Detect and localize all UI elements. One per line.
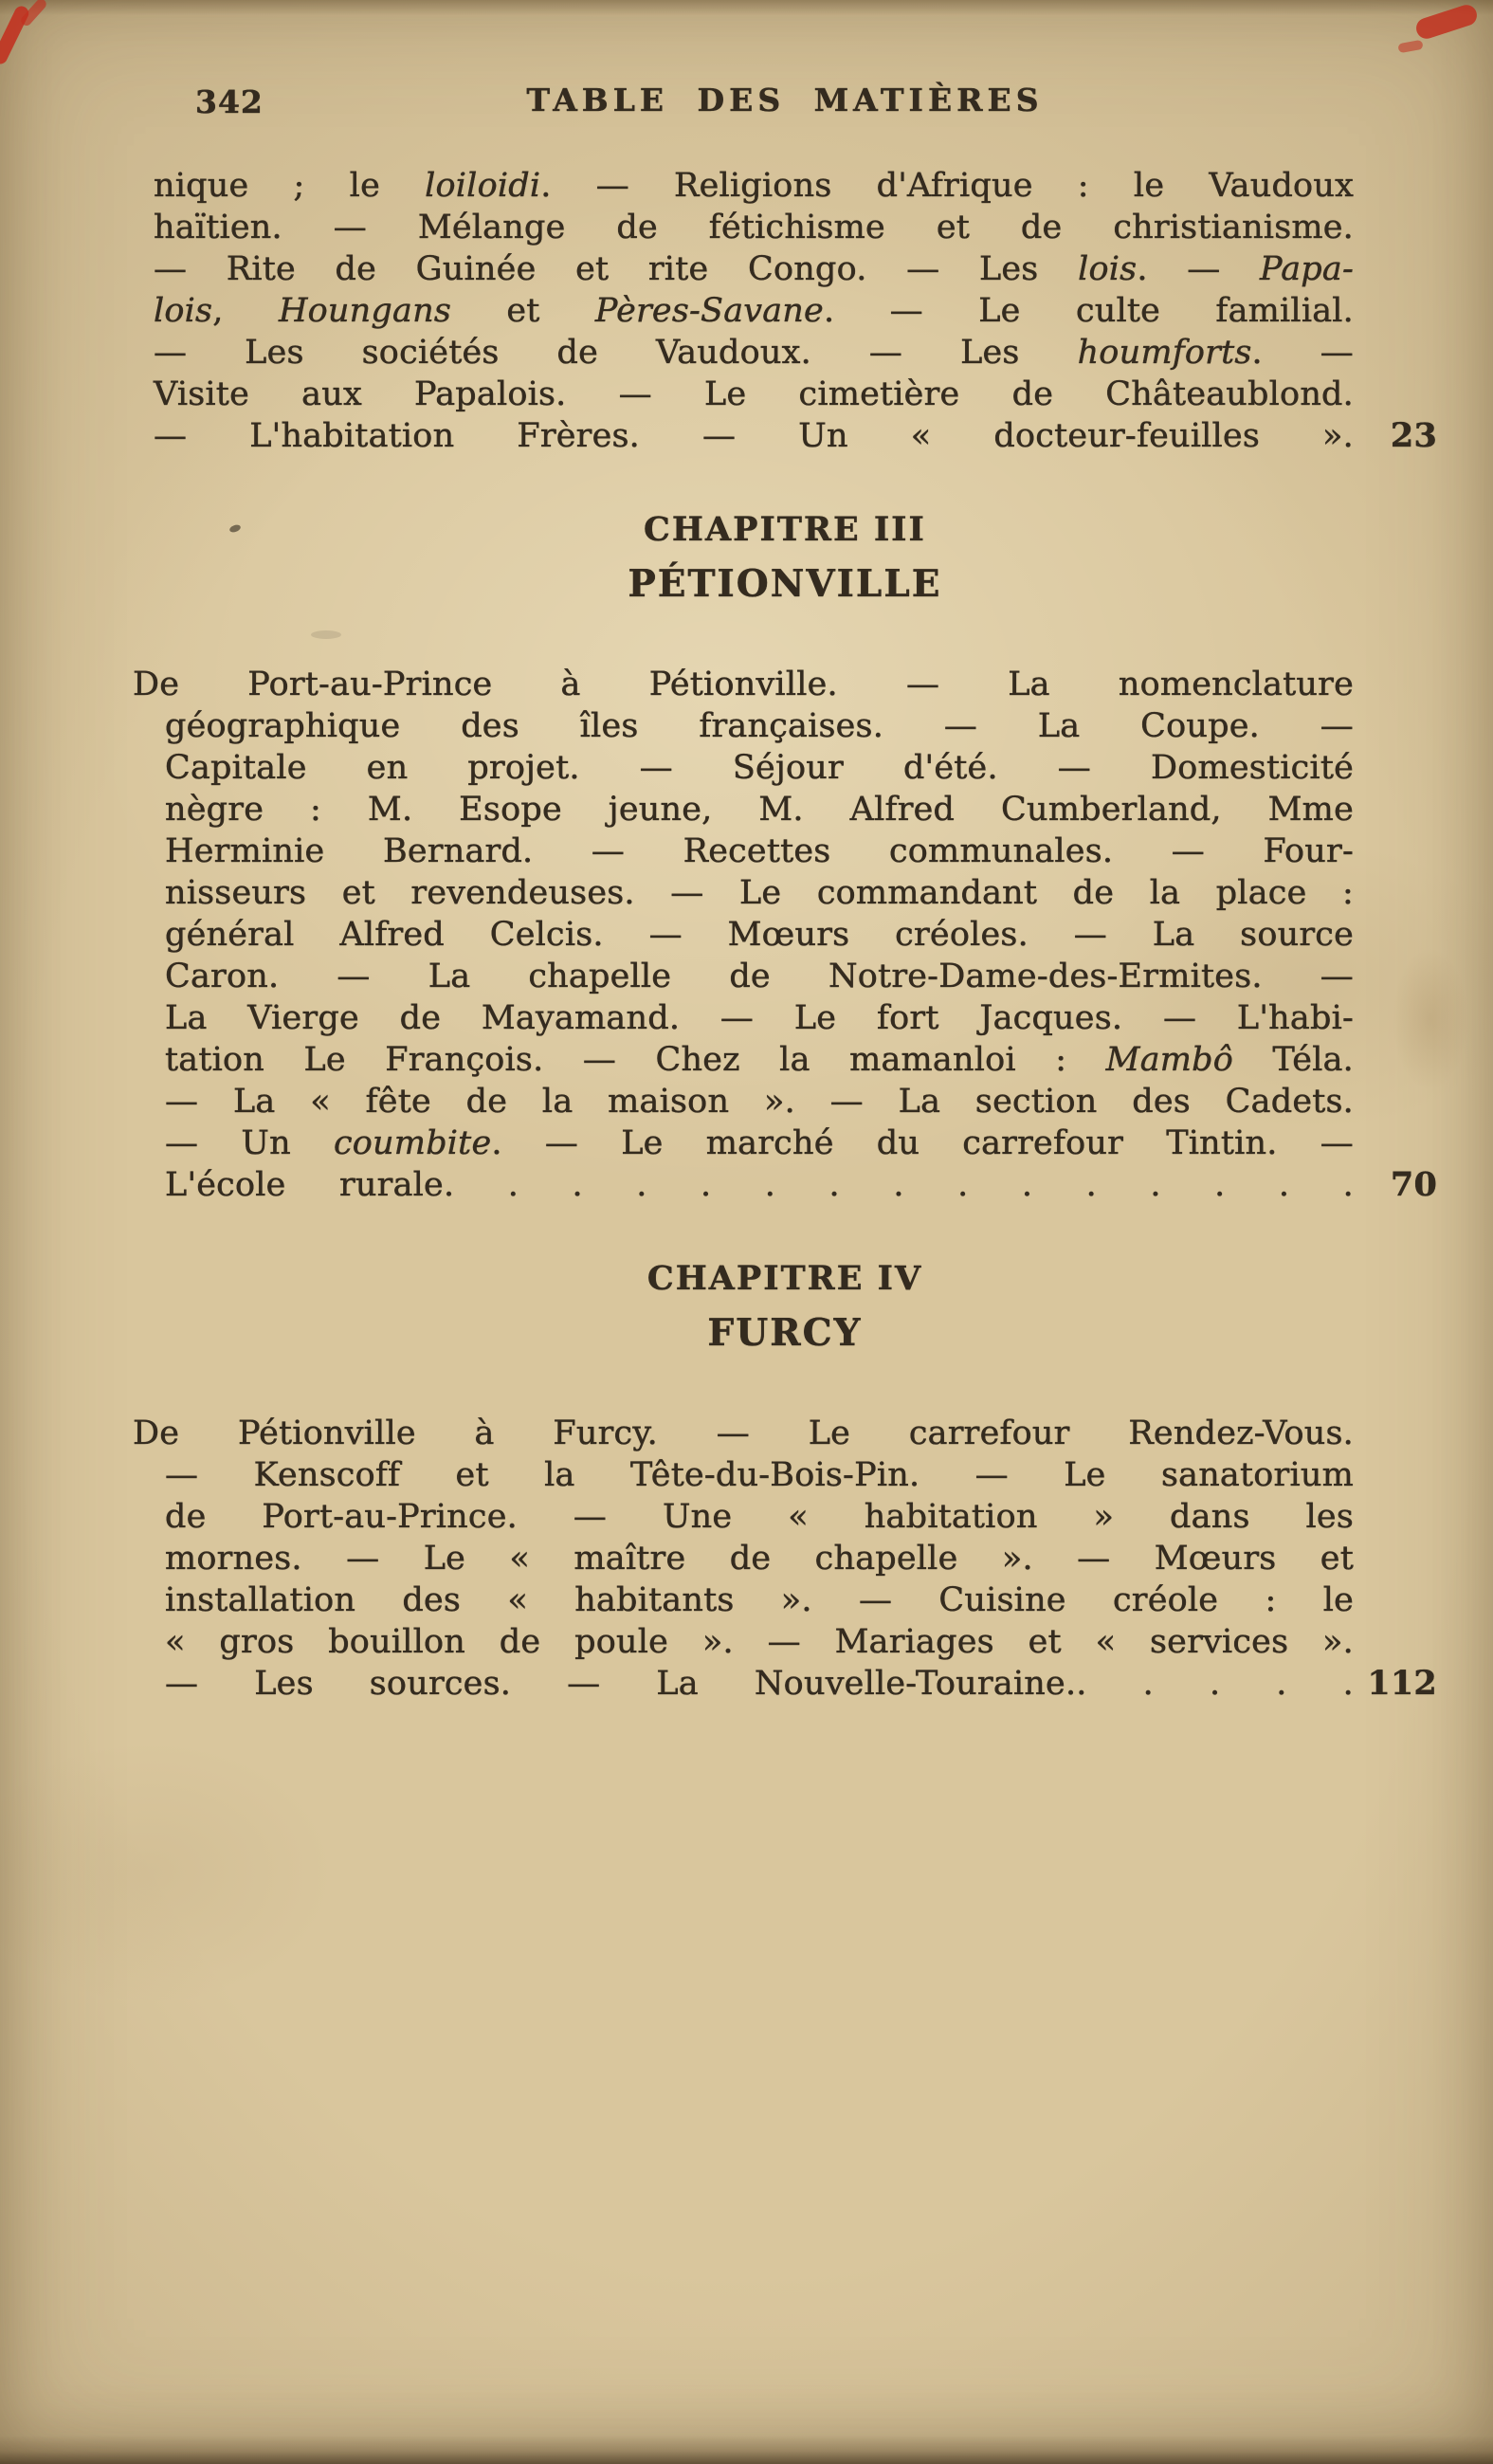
toc-line <box>165 1454 1354 1496</box>
text-run-italic: Papa- <box>1260 250 1354 288</box>
toc-line <box>165 1663 1354 1705</box>
toc-entry-petionville <box>133 664 1437 1206</box>
toc-line <box>165 747 1354 789</box>
page-content <box>133 82 1437 1705</box>
toc-line <box>154 165 1354 207</box>
running-head <box>133 82 1437 123</box>
toc-line <box>154 207 1354 248</box>
text-run: et <box>451 292 595 330</box>
text-run: La Vierge de Mayamand. — Le fort Jacques. — L'habi- <box>165 999 1354 1037</box>
page-title: TABLE DES MATIÈRES <box>526 82 1044 119</box>
chapter-heading-3 <box>133 510 1437 607</box>
text-run: . — <box>1251 334 1354 372</box>
toc-entry-lines <box>133 1413 1354 1705</box>
toc-line <box>154 332 1354 374</box>
text-run: Capitale en projet. — Séjour d'été. — Domesticité <box>165 749 1354 787</box>
toc-line <box>154 374 1354 415</box>
toc-line <box>165 705 1354 747</box>
toc-line <box>154 415 1354 457</box>
toc-entry-furcy <box>133 1413 1437 1705</box>
text-run: . — <box>1137 250 1261 288</box>
toc-entry-lines <box>133 664 1354 1206</box>
text-run: nisseurs et revendeuses. — Le commandant de la place : <box>165 874 1354 912</box>
text-run: Téla. <box>1233 1041 1354 1079</box>
text-run: — Les sociétés de Vaudoux. — Les <box>154 334 1078 372</box>
text-run: — Les sources. — La Nouvelle-Touraine.. . . . . <box>165 1665 1354 1703</box>
text-run: installation des « habitants ». — Cuisine créole : le <box>165 1581 1354 1619</box>
toc-entry-continuation <box>133 165 1437 457</box>
chapter-title: PÉTIONVILLE <box>628 562 942 606</box>
toc-line <box>165 1164 1354 1206</box>
text-run-italic: Mambô <box>1105 1041 1234 1079</box>
text-run: « gros bouillon de poule ». — Mariages et « services ». <box>165 1623 1354 1661</box>
red-ink-mark-top-left <box>0 4 31 66</box>
text-run: tation Le François. — Chez la mamanloi : <box>165 1041 1106 1079</box>
toc-line <box>165 830 1354 872</box>
chapter-title: FURCY <box>707 1311 863 1355</box>
chapter-heading-4 <box>133 1259 1437 1356</box>
toc-line <box>165 1122 1354 1164</box>
chapter-label: CHAPITRE IV <box>646 1259 923 1298</box>
text-run: De Pétionville à Furcy. — Le carrefour Rendez-Vous. <box>133 1415 1354 1452</box>
text-run: — L'habitation Frères. — Un « docteur-feuilles ». <box>154 417 1354 455</box>
toc-line <box>165 789 1354 830</box>
text-run: haïtien. — Mélange de fétichisme et de christianisme. <box>154 209 1354 246</box>
toc-line <box>165 997 1354 1039</box>
text-run-italic: houmforts <box>1077 334 1252 372</box>
toc-line <box>165 1579 1354 1621</box>
text-run: . — Religions d'Afrique : le Vaudoux <box>540 167 1355 205</box>
red-ink-mark-top-right-small <box>1397 40 1423 53</box>
toc-line <box>165 1496 1354 1538</box>
text-run-italic: lois <box>154 292 213 330</box>
text-run: nègre : M. Esope jeune, M. Alfred Cumberland, Mme <box>165 791 1354 829</box>
text-run: Herminie Bernard. — Recettes communales. — Four- <box>165 832 1354 870</box>
text-run-italic: lois <box>1078 250 1138 288</box>
text-run: mornes. — Le « maître de chapelle ». — Mœurs et <box>165 1540 1354 1578</box>
toc-line <box>165 956 1354 997</box>
toc-line <box>165 1081 1354 1122</box>
chapter-label: CHAPITRE III <box>644 510 926 549</box>
text-run: Visite aux Papalois. — Le cimetière de Châteaublond. <box>154 375 1354 413</box>
text-run: Caron. — La chapelle de Notre-Dame-des-Ermites. — <box>165 958 1354 995</box>
text-run: de Port-au-Prince. — Une « habitation » dans les <box>165 1498 1354 1536</box>
ink-smudge <box>311 630 341 639</box>
toc-page-ref: 23 <box>1390 416 1437 455</box>
text-run: De Port-au-Prince à Pétionville. — La nomenclature <box>133 666 1354 703</box>
text-run: nique ; le <box>154 167 426 205</box>
toc-line <box>154 290 1354 332</box>
page-number: 342 <box>195 83 264 120</box>
text-run: géographique des îles françaises. — La Coupe. — <box>165 707 1354 745</box>
text-run: , <box>212 292 279 330</box>
text-run: . — Le culte familial. <box>823 292 1354 330</box>
toc-page-ref: 112 <box>1367 1664 1437 1703</box>
text-run: — Un <box>165 1124 334 1162</box>
toc-line <box>133 1413 1354 1454</box>
toc-line <box>165 1039 1354 1081</box>
toc-line <box>133 664 1354 705</box>
toc-entry-lines <box>133 165 1354 457</box>
text-run-italic: Pères-Savane <box>594 292 824 330</box>
text-run: — Kenscoff et la Tête-du-Bois-Pin. — Le sanatorium <box>165 1456 1354 1494</box>
text-run: — La « fête de la maison ». — La section des Cadets. <box>165 1083 1354 1121</box>
red-ink-mark-top-left-small <box>19 0 48 27</box>
toc-line <box>165 1538 1354 1579</box>
text-run: L'école rurale. . . . . . . . . . . . . . . <box>165 1166 1354 1204</box>
toc-page-ref: 70 <box>1390 1165 1437 1204</box>
toc-line <box>154 248 1354 290</box>
text-run-italic: loiloidi <box>425 167 541 205</box>
toc-line <box>165 872 1354 914</box>
toc-line <box>165 914 1354 956</box>
text-run-italic: coumbite <box>333 1124 492 1162</box>
text-run-italic: Houngans <box>278 292 451 330</box>
text-run: — Rite de Guinée et rite Congo. — Les <box>154 250 1079 288</box>
toc-line <box>165 1621 1354 1663</box>
text-run: . — Le marché du carrefour Tintin. — <box>491 1124 1354 1162</box>
red-ink-mark-top-right <box>1413 2 1480 41</box>
text-run: général Alfred Celcis. — Mœurs créoles. — La source <box>165 916 1354 954</box>
